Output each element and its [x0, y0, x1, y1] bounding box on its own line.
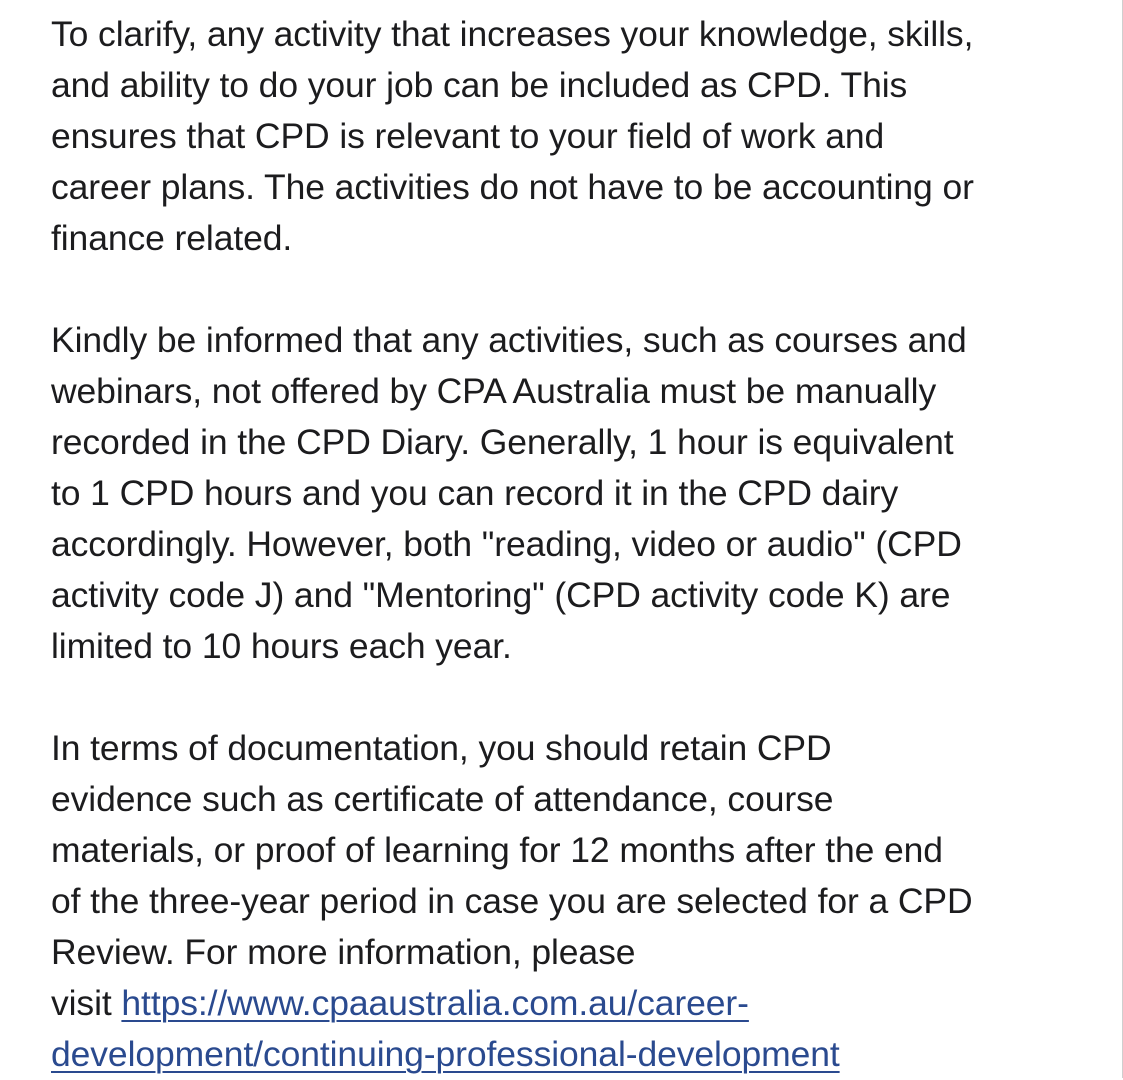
- text-line: To clarify, any activity that increases your knowledge, skills,: [51, 14, 974, 54]
- cpd-info-link-continued[interactable]: development/continuing-professional-development: [51, 1034, 840, 1074]
- visit-line: [51, 978, 1111, 1029]
- text-line: accordingly. However, both "reading, video or audio" (CPD: [51, 524, 962, 564]
- text-line: and ability to do your job can be included as CPD. This: [51, 65, 908, 105]
- paragraph-spacer: [51, 672, 1111, 723]
- text-line: activity code J) and "Mentoring" (CPD activity code K) are: [51, 575, 951, 615]
- link-continuation-line: [51, 1029, 1111, 1080]
- paragraph-activity-definition: [51, 9, 1111, 264]
- text-line: recorded in the CPD Diary. Generally, 1 hour is equivalent: [51, 422, 954, 462]
- text-line: Kindly be informed that any activities, such as courses and: [51, 320, 967, 360]
- text-line: materials, or proof of learning for 12 months after the end: [51, 830, 943, 870]
- text-line: ensures that CPD is relevant to your field of work and: [51, 116, 885, 156]
- text-line: webinars, not offered by CPA Australia must be manually: [51, 371, 937, 411]
- visit-prefix: visit: [51, 983, 122, 1023]
- text-line: limited to 10 hours each year.: [51, 626, 512, 666]
- text-line: Review. For more information, please: [51, 932, 636, 972]
- text-line: career plans. The activities do not have to be accounting or: [51, 167, 974, 207]
- cpd-info-link[interactable]: https://www.cpaaustralia.com.au/career-: [121, 983, 749, 1023]
- email-body: [51, 9, 1111, 1080]
- paragraph-recording-activities: [51, 315, 1111, 672]
- text-line: evidence such as certificate of attendance, course: [51, 779, 834, 819]
- text-line: to 1 CPD hours and you can record it in the CPD dairy: [51, 473, 899, 513]
- paragraph-spacer: [51, 264, 1111, 315]
- text-line: of the three-year period in case you are selected for a CPD: [51, 881, 973, 921]
- text-line: finance related.: [51, 218, 293, 258]
- paragraph-documentation: [51, 723, 1111, 1080]
- text-line: In terms of documentation, you should retain CPD: [51, 728, 832, 768]
